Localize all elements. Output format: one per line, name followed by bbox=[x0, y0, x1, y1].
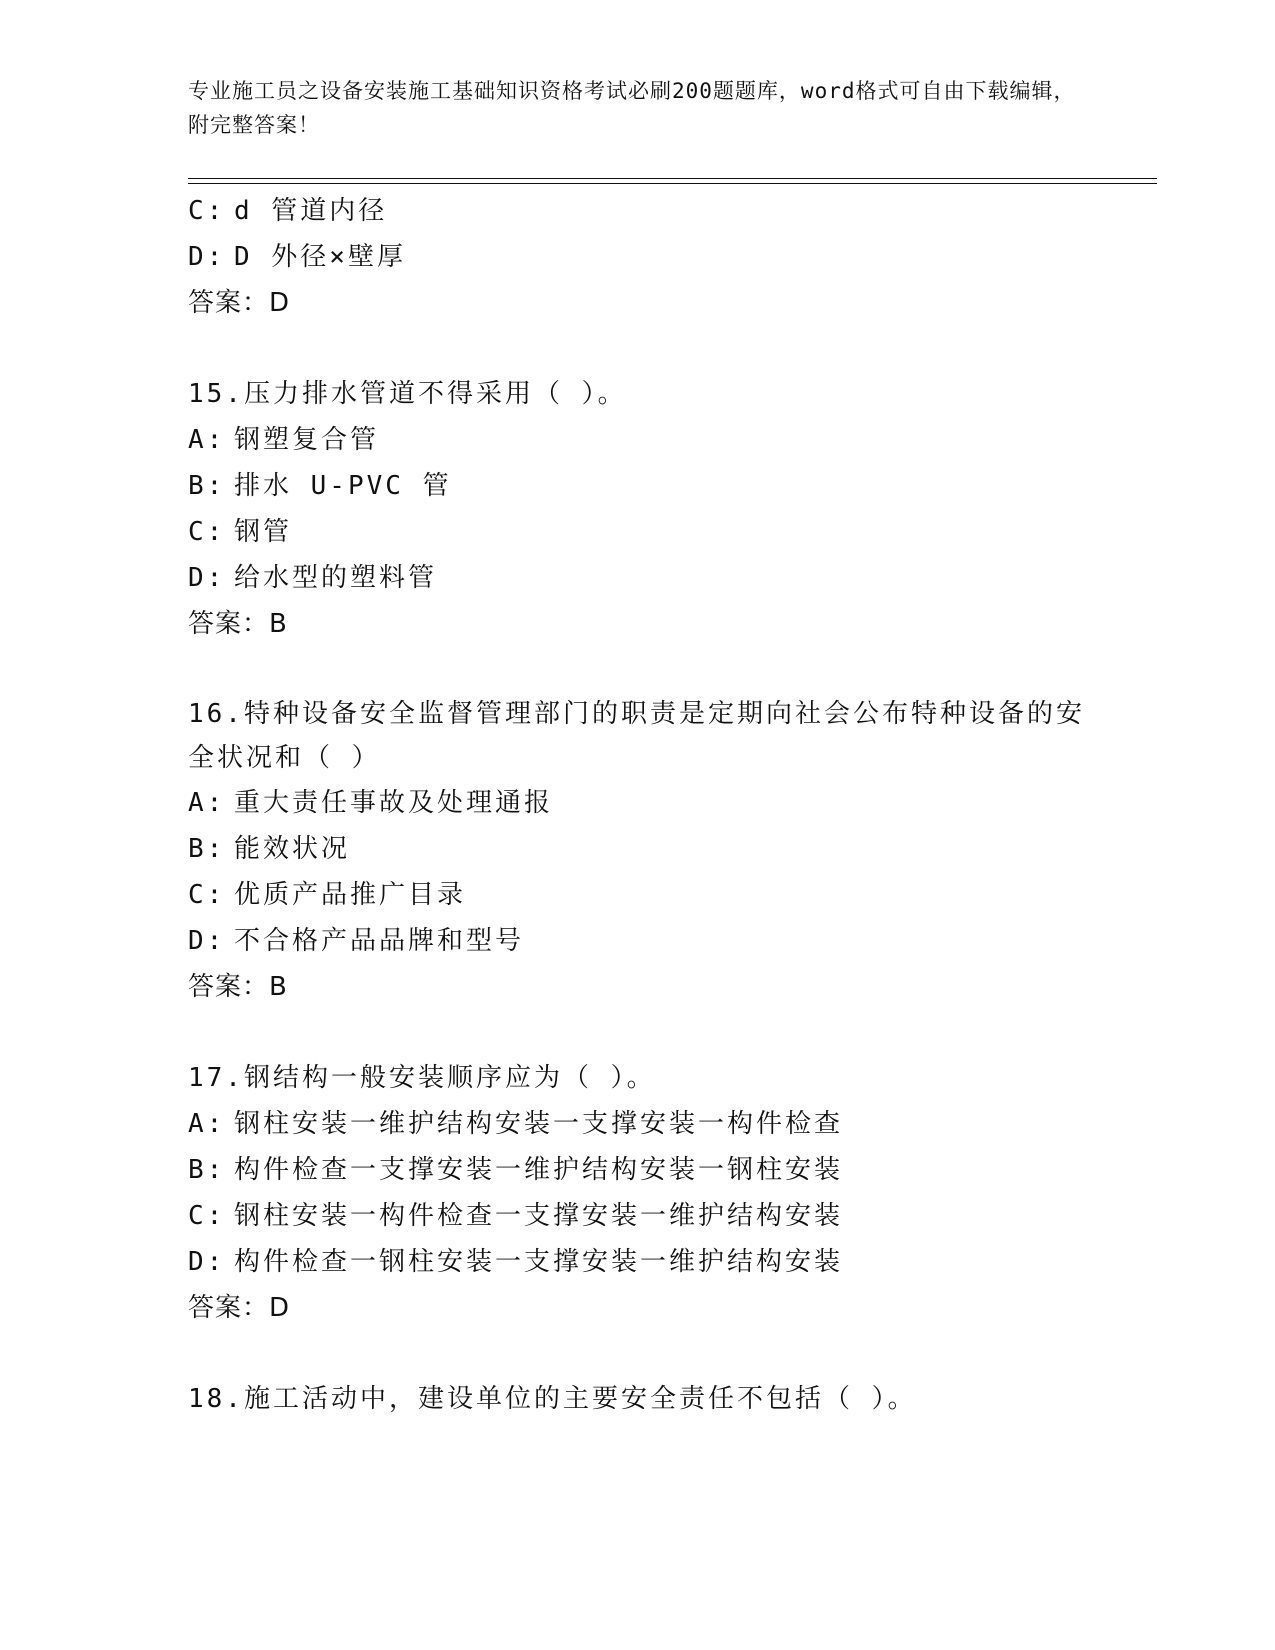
question-stem: 15.压力排水管道不得采用（ ）。 bbox=[188, 379, 627, 409]
option-a: A: 重大责任事故及处理通报 bbox=[188, 788, 554, 818]
option-d: D: 给水型的塑料管 bbox=[188, 563, 438, 593]
question-stem: 17.钢结构一般安装顺序应为（ ）。 bbox=[188, 1063, 656, 1093]
question-list bbox=[188, 188, 1108, 1422]
question-stem: 18.施工活动中，建设单位的主要安全责任不包括（ ）。 bbox=[188, 1384, 917, 1414]
answer: 答案：D bbox=[188, 1293, 291, 1323]
answer: 答案：D bbox=[188, 288, 291, 318]
option-c: C: 钢柱安装一构件检查一支撑安装一维护结构安装 bbox=[188, 1201, 844, 1231]
question-15 bbox=[188, 371, 1108, 647]
option-a: A: 钢塑复合管 bbox=[188, 425, 380, 455]
option-d: D: 不合格产品品牌和型号 bbox=[188, 926, 525, 956]
header-divider-top bbox=[188, 178, 1157, 179]
option-c: C: 优质产品推广目录 bbox=[188, 880, 467, 910]
option-b: B: 排水 U-PVC 管 bbox=[188, 471, 452, 501]
option-c: C: 钢管 bbox=[188, 517, 293, 547]
question-16 bbox=[188, 692, 1108, 1010]
option-a: A: 钢柱安装一维护结构安装一支撑安装一构件检查 bbox=[188, 1109, 844, 1139]
question-14-continued bbox=[188, 188, 1108, 326]
answer: 答案：B bbox=[188, 972, 288, 1002]
question-17 bbox=[188, 1055, 1108, 1331]
option-c: C: d 管道内径 bbox=[188, 196, 388, 226]
question-18 bbox=[188, 1376, 1108, 1422]
option-b: B: 能效状况 bbox=[188, 834, 351, 864]
option-d: D: 构件检查一钢柱安装一支撑安装一维护结构安装 bbox=[188, 1247, 844, 1277]
header-divider-bottom bbox=[188, 183, 1157, 184]
header-title: 专业施工员之设备安装施工基础知识资格考试必刷200题题库，word格式可自由下载编辑，附完整答案！ bbox=[188, 79, 1076, 137]
question-stem: 16.特种设备安全监督管理部门的职责是定期向社会公布特种设备的安全状况和（ ） bbox=[188, 699, 1085, 773]
answer: 答案：B bbox=[188, 609, 288, 639]
option-d: D: D 外径×壁厚 bbox=[188, 242, 406, 272]
option-b: B: 构件检查一支撑安装一维护结构安装一钢柱安装 bbox=[188, 1155, 844, 1185]
document-header bbox=[188, 74, 1088, 142]
